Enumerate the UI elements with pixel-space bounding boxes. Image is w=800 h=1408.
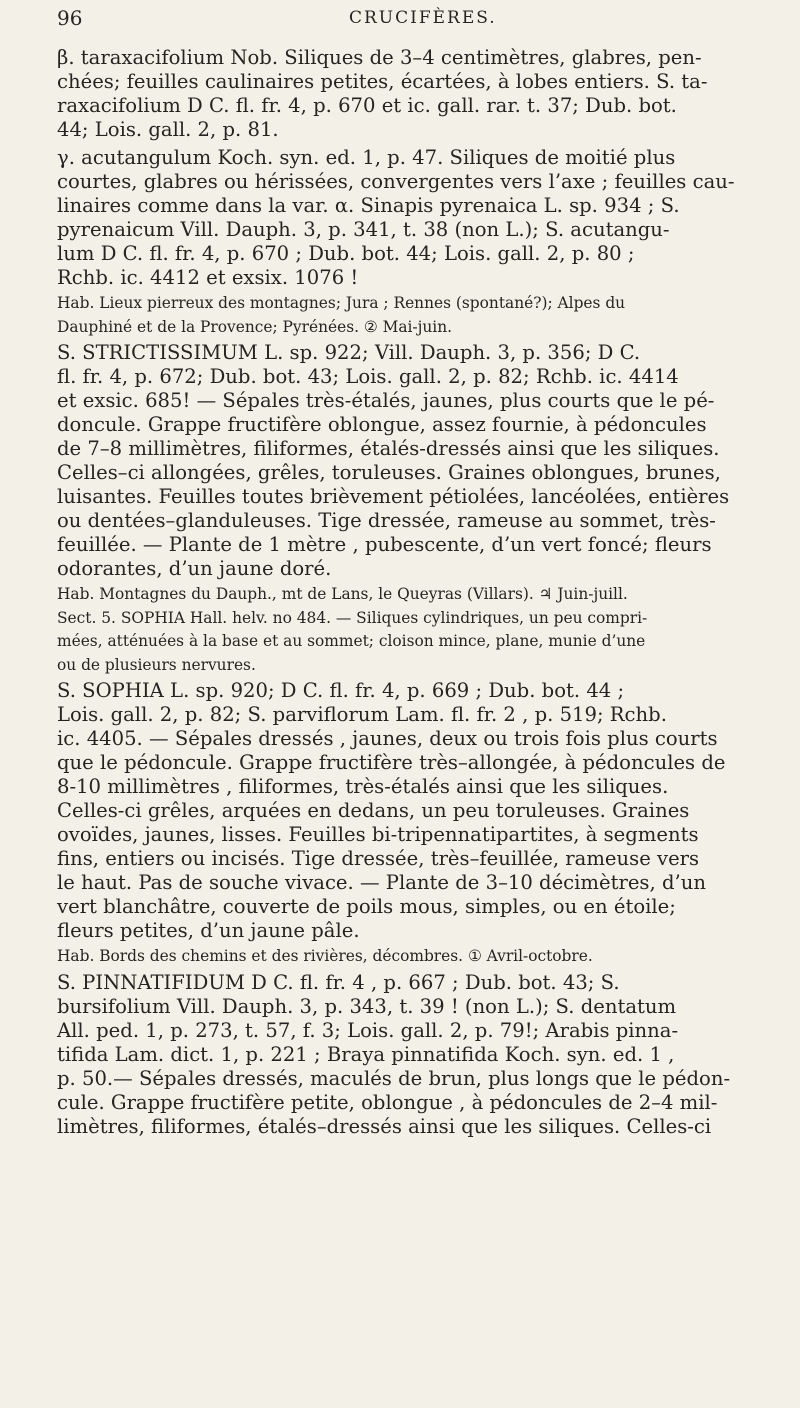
text-line: Lois. gall. 2, p. 82; S. parviflorum Lam. fl. fr. 2 , p. 519; Rchb. (57, 703, 667, 726)
text-line: All. ped. 1, p. 273, t. 57, f. 3; Lois. gall. 2, p. 79!; Arabis pinna- (57, 1018, 679, 1042)
text-line: luisantes. Feuilles toutes brièvement pétiolées, lancéolées, entières (57, 485, 730, 508)
text-line: Dauphiné et de la Provence; Pyrénées. ② Mai-juin. (57, 317, 453, 336)
text-line: cule. Grappe fructifère petite, oblongue , à pédoncules de 2–4 mil- (57, 1090, 718, 1114)
text-line: doncule. Grappe fructifère oblongue, assez fournie, à pédoncules (57, 413, 707, 436)
section-beta (57, 46, 763, 142)
text-line: Sect. 5. SOPHIA Hall. helv. no 484. — Siliques cylindriques, un peu compri- (57, 608, 648, 627)
text-line: ou dentées–glanduleuses. Tige dressée, rameuse au sommet, très- (57, 509, 716, 532)
page-header (0, 6, 800, 32)
text-line: Rchb. ic. 4412 et exsix. 1076 ! (57, 266, 359, 289)
text-line: que le pédoncule. Grappe fructifère très–allongée, à pédoncules de (57, 751, 726, 774)
text-line: ou de plusieurs nervures. (57, 655, 256, 674)
text-line: feuillée. — Plante de 1 mètre , pubescente, d’un vert foncé; fleurs (57, 533, 712, 556)
section-sophia (57, 679, 763, 943)
text-line: 44; Lois. gall. 2, p. 81. (57, 118, 279, 141)
text-line: Hab. Bords des chemins et des rivières, décombres. ① Avril-octobre. (57, 947, 593, 965)
text-line: odorantes, d’un jaune doré. (57, 557, 332, 580)
section-sect5 (57, 609, 763, 676)
text-line: Hab. Lieux pierreux des montagnes; Jura ; Rennes (spontané?); Alpes du (57, 294, 626, 312)
page-body (57, 42, 763, 1139)
text-line: β. taraxacifolium Nob. Siliques de 3–4 centimètres, glabres, pen- (57, 46, 702, 69)
text-line: ic. 4405. — Sépales dressés , jaunes, deux ou trois fois plus courts (57, 727, 718, 750)
text-line: de 7–8 millimètres, filiformes, étalés-dressés ainsi que les siliques. (57, 437, 720, 460)
text-line: 8-10 millimètres , filiformes, très-étalés ainsi que les siliques. (57, 775, 669, 798)
text-line: courtes, glabres ou hérissées, convergentes vers l’axe ; feuilles cau- (57, 170, 735, 193)
text-line: S. SOPHIA L. sp. 920; D C. fl. fr. 4, p. 669 ; Dub. bot. 44 ; (57, 679, 625, 702)
text-line: mées, atténuées à la base et au sommet; cloison mince, plane, munie d’une (57, 632, 646, 650)
text-line: limètres, filiformes, étalés–dressés ainsi que les siliques. Celles-ci (57, 1114, 712, 1138)
text-line: S. STRICTISSIMUM L. sp. 922; Vill. Dauph. 3, p. 356; D C. (57, 341, 641, 364)
text-line: fins, entiers ou incisés. Tige dressée, très–feuillée, rameuse vers (57, 847, 700, 870)
text-line: Celles-ci grêles, arquées en dedans, un peu toruleuses. Graines (57, 799, 690, 822)
section-strictissimum (57, 341, 763, 581)
text-line: pyrenaicum Vill. Dauph. 3, p. 341, t. 38 (non L.); S. acutangu- (57, 218, 670, 241)
text-line: et exsic. 685! — Sépales très-étalés, jaunes, plus courts que le pé- (57, 389, 715, 412)
section-pinnatifidum (57, 971, 763, 1139)
text-line: fl. fr. 4, p. 672; Dub. bot. 43; Lois. gall. 2, p. 82; Rchb. ic. 4414 (57, 365, 679, 388)
text-line: chées; feuilles caulinaires petites, écartées, à lobes entiers. S. ta- (57, 70, 708, 93)
text-line: Hab. Montagnes du Dauph., mt de Lans, le Queyras (Villars). ♃ Juin-juill. (57, 585, 628, 603)
section-strictissimum-hab (57, 585, 763, 605)
text-line: p. 50.— Sépales dressés, maculés de brun, plus longs que le pédon- (57, 1066, 731, 1090)
text-line: raxacifolium D C. fl. fr. 4, p. 670 et ic. gall. rar. t. 37; Dub. bot. (57, 94, 677, 117)
text-line: linaires comme dans la var. α. Sinapis pyrenaica L. sp. 934 ; S. (57, 194, 680, 217)
section-sophia-hab (57, 947, 763, 967)
text-line: lum D C. fl. fr. 4, p. 670 ; Dub. bot. 44; Lois. gall. 2, p. 80 ; (57, 242, 635, 265)
running-title: CRUCIFÈRES. (349, 8, 497, 28)
text-line: le haut. Pas de souche vivace. — Plante de 3–10 décimètres, d’un (57, 871, 706, 894)
text-line: fleurs petites, d’un jaune pâle. (57, 919, 360, 942)
text-line: γ. acutangulum Koch. syn. ed. 1, p. 47. Siliques de moitié plus (57, 146, 676, 169)
text-line: bursifolium Vill. Dauph. 3, p. 343, t. 39 ! (non L.); S. dentatum (57, 994, 677, 1018)
text-line: ovoïdes, jaunes, lisses. Feuilles bi-tripennatipartites, à segments (57, 823, 699, 846)
text-line: S. PINNATIFIDUM D C. fl. fr. 4 , p. 667 ; Dub. bot. 43; S. (57, 970, 620, 994)
text-line: vert blanchâtre, couverte de poils mous, simples, ou en étoile; (57, 895, 676, 918)
section-gamma (57, 146, 763, 290)
section-gamma-hab (57, 294, 763, 337)
page-number: 96 (57, 6, 83, 30)
text-line: Celles–ci allongées, grêles, toruleuses. Graines oblongues, brunes, (57, 461, 721, 484)
text-line: tifida Lam. dict. 1, p. 221 ; Braya pinnatifida Koch. syn. ed. 1 , (57, 1042, 675, 1066)
